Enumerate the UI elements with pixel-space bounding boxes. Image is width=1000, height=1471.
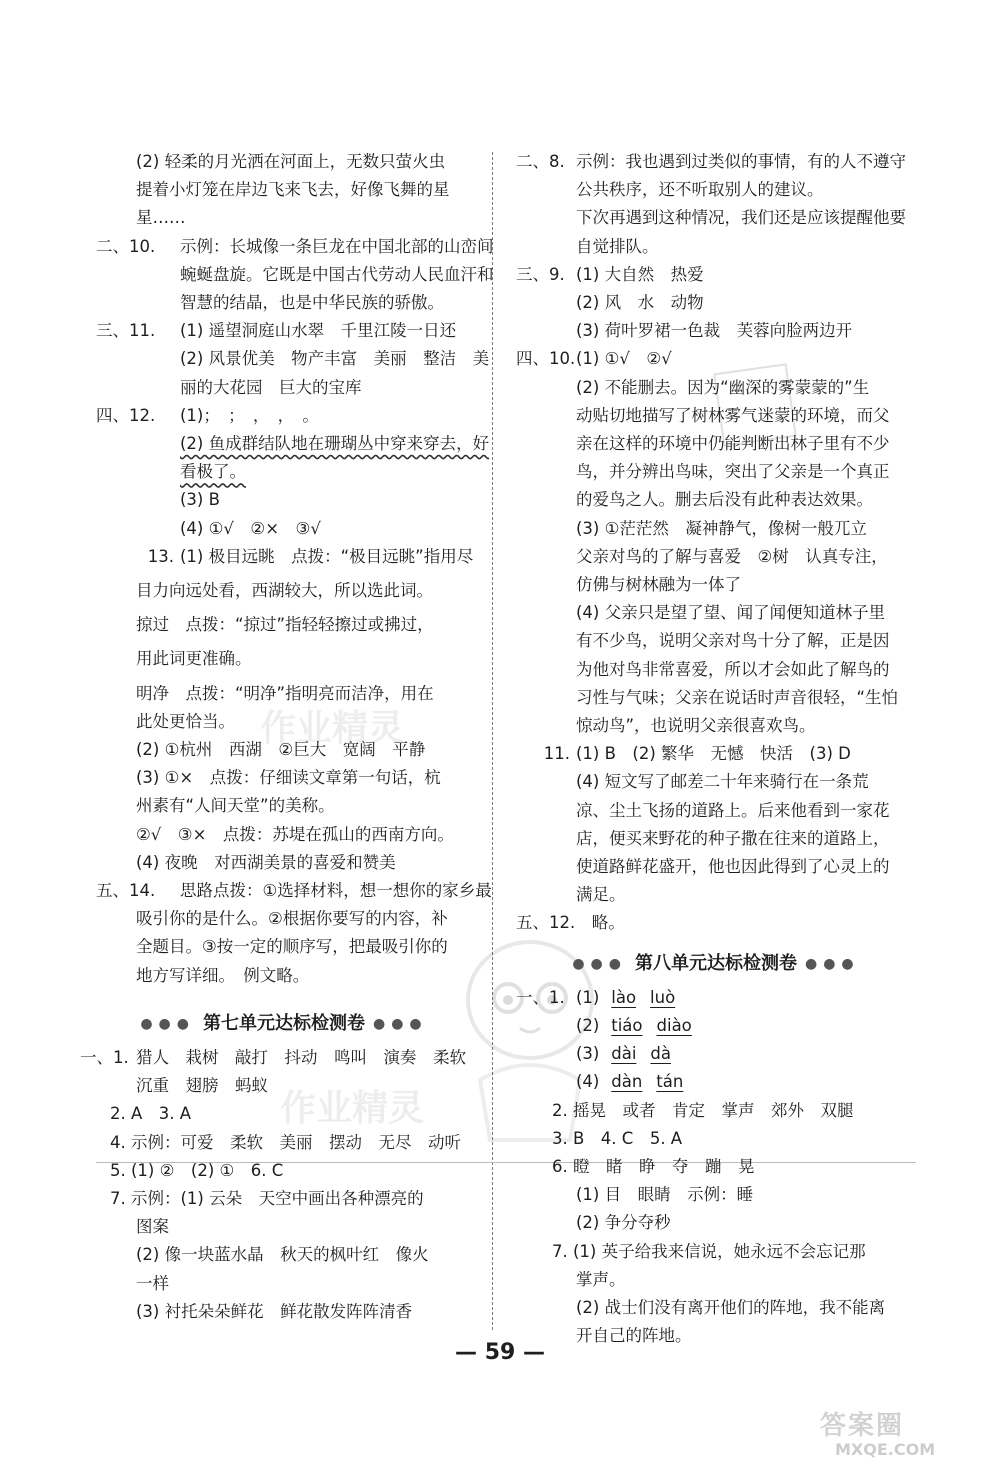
answer-line: 6. 瞪 睹 睁 夺 蹦 晃 <box>552 1156 755 1176</box>
answer-line: (1) 遥望洞庭山水翠 千里江陵一日还 <box>180 321 457 341</box>
answer-line: (2) 风 水 动物 <box>576 293 704 313</box>
answer-line: 图案 <box>136 1217 169 1237</box>
answer-line: 鸟，并分辨出鸟味，突出了父亲是一个真正 <box>576 462 890 482</box>
right-column <box>516 148 916 1350</box>
question-number: 三、9. <box>516 264 565 284</box>
answer-line: 示例：长城像一条巨龙在中国北部的山峦间 <box>180 236 494 256</box>
answer-line: (1) ①√ ②√ <box>576 349 672 369</box>
dots-decoration-icon: ●●● <box>572 955 627 972</box>
answer-line: 全题目。③按一定的顺序写，把最吸引你的 <box>136 937 448 957</box>
section-title: 第八单元达标检测卷 <box>635 952 797 974</box>
answer-line: 智慧的结晶，也是中华民族的骄傲。 <box>180 293 444 313</box>
dots-decoration-icon: ●●● <box>140 1015 195 1032</box>
answer-line: (2) 轻柔的月光洒在河面上，无数只萤火虫 <box>136 152 446 171</box>
answer-line: (2) 战士们没有离开他们的阵地，我不能离 <box>576 1297 886 1317</box>
answer-line: 亲在这样的环境中仍能判断出林子里有不少 <box>576 434 890 454</box>
answer-line: (4) 短文写了邮差二十年来骑行在一条荒 <box>576 772 869 792</box>
answer-line: 3. B 4. C 5. A <box>552 1128 683 1148</box>
answer-line: 的爱鸟之人。删去后没有此种表达效果。 <box>576 490 873 510</box>
answer-line: 星…… <box>136 208 186 228</box>
underlined-sentence: 看极了。 <box>180 462 246 482</box>
answer-line: 下次再遇到这种情况，我们还是应该提醒他要 <box>576 208 906 228</box>
answer-line: (4) 夜晚 对西湖美景的喜爱和赞美 <box>136 852 396 872</box>
answer-line: 自觉排队。 <box>576 236 659 256</box>
answer-line: 有不少鸟，说明父亲对鸟十分了解，正是因 <box>576 631 890 651</box>
question-number: 一、1. <box>80 1047 129 1067</box>
pinyin-answer: dàn <box>611 1072 643 1092</box>
answer-line: 思路点拨：①选择材料，想一想你的家乡最 <box>180 881 492 901</box>
corner-watermark-url: MXQE.COM <box>835 1440 936 1459</box>
answer-line: 蜿蜒盘旋。它既是中国古代劳动人民血汗和 <box>180 264 494 284</box>
left-column <box>80 148 494 1326</box>
answer-line: 开自己的阵地。 <box>576 1326 692 1346</box>
answer-line: 州素有“人间天堂”的美称。 <box>136 796 335 816</box>
answer-line: 7. (1) 英子给我来信说，她永远不会忘记那 <box>552 1241 866 1261</box>
item-number: (1) <box>576 987 600 1007</box>
answer-line: (2) ①杭州 西湖 ②巨大 宽阔 平静 <box>136 740 426 760</box>
answer-line: (3) B <box>180 490 220 510</box>
answer-line: (1) B (2) 繁华 无憾 快活 (3) D <box>576 744 851 764</box>
pinyin-answer: dà <box>650 1044 672 1064</box>
answer-line: 2. 摇晃 或者 肯定 掌声 郊外 双腿 <box>552 1100 854 1120</box>
answer-line: (3) 荷叶罗裙一色裁 芙蓉向脸两边开 <box>576 321 853 341</box>
item-number: (4) <box>576 1072 600 1092</box>
pinyin-answer: tán <box>656 1072 684 1092</box>
answer-line: 7. 示例：(1) 云朵 天空中画出各种漂亮的 <box>110 1188 424 1208</box>
answer-line: (3) 衬托朵朵鲜花 鲜花散发阵阵清香 <box>136 1301 413 1321</box>
corner-watermark: 答案圈 <box>820 1411 905 1441</box>
answer-line: 店，便买来野花的种子撒在往来的道路上， <box>576 828 890 848</box>
question-number: 二、8. <box>516 152 565 171</box>
answer-line: 5. (1) ② (2) ① 6. C <box>110 1160 284 1180</box>
answer-line: 此处更恰当。 <box>136 711 235 731</box>
watermark-text: 作业精灵 <box>260 708 405 749</box>
question-number: 三、11. <box>96 321 156 341</box>
section-title: 第七单元达标检测卷 <box>203 1012 365 1034</box>
column-divider <box>492 152 493 1330</box>
answer-line: (1) 大自然 热爱 <box>576 264 704 284</box>
question-number: 二、10. <box>96 236 156 256</box>
answer-line: 掠过 点拨：“掠过”指轻轻擦过或拂过， <box>136 615 434 635</box>
answer-line: 沉重 翅膀 蚂蚁 <box>136 1076 268 1096</box>
pinyin-answer: diào <box>656 1015 692 1035</box>
answer-line: 掌声。 <box>576 1269 626 1289</box>
answer-line: ②√ ③× 点拨：苏堤在孤山的西南方向。 <box>136 824 454 844</box>
answer-line: (4) 父亲只是望了望、闻了闻便知道林子里 <box>576 603 886 623</box>
answer-line: (4) ①√ ②× ③√ <box>180 518 321 538</box>
dots-decoration-icon: ●●● <box>373 1015 428 1032</box>
answer-line: 惊动鸟”，也说明父亲很喜欢鸟。 <box>576 716 816 736</box>
answer-line: (2) 像一块蓝水晶 秋天的枫叶红 像火 <box>136 1245 429 1265</box>
answer-line: 满足。 <box>576 885 626 905</box>
question-number: 五、14. <box>96 881 156 901</box>
answer-line: (2) 风景优美 物产丰富 美丽 整洁 美 <box>180 349 490 369</box>
question-number: 四、12. <box>96 405 156 425</box>
answer-line: 4. 示例：可爱 柔软 美丽 摆动 无尽 动听 <box>110 1132 461 1152</box>
question-number: 13. <box>147 546 174 566</box>
dots-decoration-icon: ●●● <box>805 955 860 972</box>
answer-line: (2) 不能删去。因为“幽深的雾蒙蒙的”生 <box>576 377 870 397</box>
underlined-sentence: (2) 鱼成群结队地在珊瑚丛中穿来穿去，好 <box>180 434 490 454</box>
answer-line: 五、12. 略。 <box>516 913 625 933</box>
answer-line: 父亲对鸟的了解与喜爱 ②树 认真专注， <box>576 546 888 566</box>
section-heading <box>516 944 916 984</box>
section-heading <box>96 1004 472 1044</box>
answer-line: 猎人 栽树 敲打 抖动 鸣叫 演奏 柔软 <box>136 1047 466 1067</box>
answer-line: 为他对鸟非常喜爱，所以才会如此了解鸟的 <box>576 659 890 679</box>
answer-line: (3) ①茫茫然 凝神静气，像树一般兀立 <box>576 518 867 538</box>
answer-line: 丽的大花园 巨大的宝库 <box>180 377 362 397</box>
pinyin-answer: dài <box>611 1044 637 1064</box>
answer-line: 习性与气味；父亲在说话时声音很轻，“生怕 <box>576 687 899 707</box>
answer-line: 示例：我也遇到过类似的事情，有的人不遵守 <box>576 152 906 171</box>
answer-line: 明净 点拨：“明净”指明亮而洁净，用在 <box>136 683 434 703</box>
question-number: 一、1. <box>516 987 565 1007</box>
answer-line: 一样 <box>136 1273 169 1293</box>
answer-line: (1) 极目远眺 点拨：“极目远眺”指用尽 <box>180 546 474 566</box>
answer-line: 2. A 3. A <box>110 1104 192 1124</box>
answer-line: 仿佛与树林融为一体了 <box>576 575 741 595</box>
answer-line: 提着小灯笼在岸边飞来飞去，好像飞舞的星 <box>136 180 450 200</box>
item-number: (2) <box>576 1015 600 1035</box>
answer-line: (1)； ； ， ， 。 <box>180 405 319 425</box>
page-number: — 59 — <box>455 1340 545 1365</box>
answer-line: 用此词更准确。 <box>136 649 252 669</box>
answer-line: (1) 目 眼睛 示例：睡 <box>576 1185 754 1205</box>
watermark-text-2: 作业精灵 <box>280 1088 425 1129</box>
answer-line: 使道路鲜花盛开，他也因此得到了心灵上的 <box>576 857 890 877</box>
answer-line: (2) 争分夺秒 <box>576 1213 671 1233</box>
answer-line: (3) ①× 点拨：仔细读文章第一句话，杭 <box>136 768 441 788</box>
item-number: (3) <box>576 1044 600 1064</box>
answer-line: 目力向远处看，西湖较大，所以选此词。 <box>136 581 433 601</box>
answer-line: 吸引你的是什么。②根据你要写的内容，补 <box>136 909 448 929</box>
pinyin-answer: tiáo <box>611 1015 643 1035</box>
answer-line: 凉、尘土飞扬的道路上。后来他看到一家花 <box>576 800 890 820</box>
answer-line: 公共秩序，还不听取别人的建议。 <box>576 180 824 200</box>
question-number: 11. <box>543 744 570 764</box>
pinyin-answer: lào <box>611 987 637 1007</box>
answer-line: 动贴切地描写了树林雾气迷蒙的环境，而父 <box>576 405 890 425</box>
question-number: 四、10. <box>516 349 576 369</box>
pinyin-answer: luò <box>650 987 676 1007</box>
answer-line: 地方写详细。 例文略。 <box>136 965 310 985</box>
